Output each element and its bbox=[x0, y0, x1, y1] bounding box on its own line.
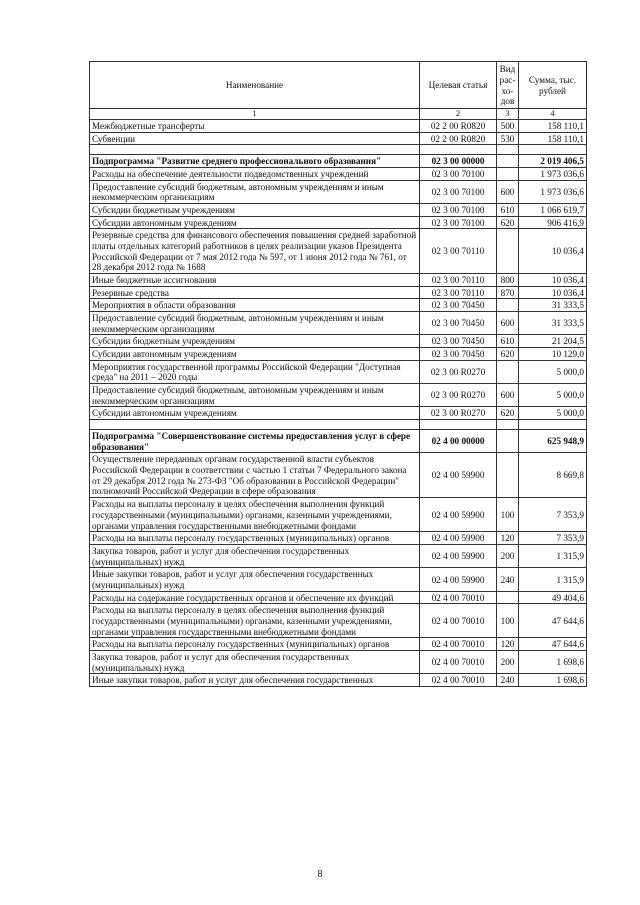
cell-code: 02 4 00 70010 bbox=[420, 591, 497, 604]
cell-sum: 2 019 406,5 bbox=[519, 155, 587, 168]
cell-name: Межбюджетные трансферты bbox=[90, 120, 420, 133]
cell-name: Иные бюджетные ассигнования bbox=[90, 274, 420, 287]
table-row bbox=[90, 532, 587, 545]
table-body bbox=[90, 120, 587, 687]
table-row bbox=[90, 498, 587, 532]
cell-code: 02 3 00 70450 bbox=[420, 312, 497, 335]
cell-vid: 870 bbox=[497, 286, 519, 299]
cell-code: 02 3 00 70100 bbox=[420, 216, 497, 229]
cell-vid: 100 bbox=[497, 604, 519, 638]
table-row bbox=[90, 120, 587, 133]
table-row bbox=[90, 312, 587, 335]
cell-name: Субсидии автономным учреждениям bbox=[90, 216, 420, 229]
spacer-cell bbox=[519, 145, 587, 155]
cell-name: Расходы на обеспечение деятельности подведомственных учреждений bbox=[90, 168, 420, 181]
cell-sum: 10 036,4 bbox=[519, 229, 587, 274]
cell-sum: 49 404,6 bbox=[519, 591, 587, 604]
cell-code: 02 4 00 70010 bbox=[420, 650, 497, 673]
cell-code: 02 3 00 R0270 bbox=[420, 360, 497, 383]
cell-sum: 21 204,5 bbox=[519, 335, 587, 348]
cell-sum: 5 000,0 bbox=[519, 384, 587, 407]
spacer-cell bbox=[519, 420, 587, 430]
cell-code: 02 2 00 R0820 bbox=[420, 132, 497, 145]
table-row bbox=[90, 674, 587, 687]
header-name: Наименование bbox=[90, 62, 420, 109]
cell-name: Иные закупки товаров, работ и услуг для обеспечения государственных (муниципальных) нужд bbox=[90, 568, 420, 591]
cell-sum: 10 129,0 bbox=[519, 348, 587, 361]
cell-vid bbox=[497, 360, 519, 383]
spacer-cell bbox=[90, 420, 420, 430]
cell-name: Предоставление субсидий бюджетным, автономным учреждениям и иным некоммерческим организациям bbox=[90, 180, 420, 203]
cell-name: Расходы на выплаты персоналу в целях обеспечения выполнения функций государственными (муниципальными) органами, казенными учреждениями, органами управления государственными внебюджетными фондами bbox=[90, 498, 420, 532]
spacer-row bbox=[90, 420, 587, 430]
cell-sum: 906 416,9 bbox=[519, 216, 587, 229]
spacer-row bbox=[90, 145, 587, 155]
header-vid: Вид рас-хо-дов bbox=[497, 62, 519, 109]
cell-sum: 625 948,9 bbox=[519, 430, 587, 453]
col-number-4: 4 bbox=[519, 109, 587, 120]
cell-name: Предоставление субсидий бюджетным, автономным учреждениям и иным некоммерческим организациям bbox=[90, 312, 420, 335]
column-number-row bbox=[90, 109, 587, 120]
cell-sum: 8 669,8 bbox=[519, 453, 587, 498]
cell-name: Закупка товаров, работ и услуг для обеспечения государственных (муниципальных) нужд bbox=[90, 544, 420, 567]
cell-name: Подпрограмма "Совершенствование системы предоставления услуг в сфере образования" bbox=[90, 430, 420, 453]
cell-name: Расходы на содержание государственных органов и обеспечение их функций bbox=[90, 591, 420, 604]
header-code: Целевая статья bbox=[420, 62, 497, 109]
cell-code: 02 3 00 70110 bbox=[420, 229, 497, 274]
cell-sum: 10 036,4 bbox=[519, 274, 587, 287]
cell-code: 02 3 00 R0270 bbox=[420, 384, 497, 407]
cell-name: Субсидии бюджетным учреждениям bbox=[90, 335, 420, 348]
header-sum: Сумма, тыс. рублей bbox=[519, 62, 587, 109]
cell-code: 02 4 00 59900 bbox=[420, 498, 497, 532]
cell-name: Иные закупки товаров, работ и услуг для обеспечения государственных bbox=[90, 674, 420, 687]
col-number-1: 1 bbox=[90, 109, 420, 120]
table-row bbox=[90, 638, 587, 651]
cell-code: 02 3 00 R0270 bbox=[420, 407, 497, 420]
cell-vid bbox=[497, 299, 519, 312]
table-row bbox=[90, 544, 587, 567]
table-row bbox=[90, 299, 587, 312]
cell-vid: 100 bbox=[497, 498, 519, 532]
cell-vid: 600 bbox=[497, 312, 519, 335]
cell-sum: 7 353,9 bbox=[519, 532, 587, 545]
cell-code: 02 3 00 70110 bbox=[420, 286, 497, 299]
cell-vid bbox=[497, 430, 519, 453]
table-row bbox=[90, 453, 587, 498]
table-row bbox=[90, 407, 587, 420]
cell-sum: 1 973 036,6 bbox=[519, 180, 587, 203]
cell-name: Расходы на выплаты персоналу государственных (муниципальных) органов bbox=[90, 638, 420, 651]
cell-vid: 600 bbox=[497, 384, 519, 407]
budget-table bbox=[89, 61, 587, 687]
cell-sum: 31 333,5 bbox=[519, 312, 587, 335]
page-number: 8 bbox=[317, 869, 323, 880]
spacer-cell bbox=[420, 145, 497, 155]
cell-sum: 7 353,9 bbox=[519, 498, 587, 532]
cell-vid: 600 bbox=[497, 180, 519, 203]
cell-vid bbox=[497, 591, 519, 604]
spacer-cell bbox=[497, 145, 519, 155]
subprogram-row bbox=[90, 430, 587, 453]
table-row bbox=[90, 168, 587, 181]
cell-name: Мероприятия государственной программы Российской Федерации "Доступная среда" на 2011 – 2020 годы bbox=[90, 360, 420, 383]
table-row bbox=[90, 274, 587, 287]
spacer-cell bbox=[90, 145, 420, 155]
cell-sum: 5 000,0 bbox=[519, 360, 587, 383]
cell-vid: 240 bbox=[497, 568, 519, 591]
spacer-cell bbox=[420, 420, 497, 430]
table-row bbox=[90, 180, 587, 203]
cell-code: 02 4 00 59900 bbox=[420, 544, 497, 567]
cell-sum: 1 315,9 bbox=[519, 544, 587, 567]
cell-name: Расходы на выплаты персоналу в целях обеспечения выполнения функций государственными (муниципальными) органами, казенными учреждениями, органами управления государственными внебюджетными фондами bbox=[90, 604, 420, 638]
cell-name: Подпрограмма "Развитие среднего профессионального образования" bbox=[90, 155, 420, 168]
cell-code: 02 3 00 70100 bbox=[420, 204, 497, 217]
cell-name: Закупка товаров, работ и услуг для обеспечения государственных (муниципальных) нужд bbox=[90, 650, 420, 673]
cell-code: 02 3 00 70100 bbox=[420, 168, 497, 181]
cell-name: Субсидии автономным учреждениям bbox=[90, 348, 420, 361]
cell-vid: 610 bbox=[497, 204, 519, 217]
cell-code: 02 3 00 00000 bbox=[420, 155, 497, 168]
col-number-3: 3 bbox=[497, 109, 519, 120]
table-row bbox=[90, 568, 587, 591]
table-row bbox=[90, 335, 587, 348]
cell-sum: 10 036,4 bbox=[519, 286, 587, 299]
cell-code: 02 3 00 70450 bbox=[420, 299, 497, 312]
cell-name: Субсидии автономным учреждениям bbox=[90, 407, 420, 420]
table-row bbox=[90, 384, 587, 407]
cell-sum: 1 698,6 bbox=[519, 674, 587, 687]
cell-vid bbox=[497, 229, 519, 274]
cell-name: Резервные средства bbox=[90, 286, 420, 299]
cell-sum: 5 000,0 bbox=[519, 407, 587, 420]
cell-name: Расходы на выплаты персоналу государственных (муниципальных) органов bbox=[90, 532, 420, 545]
cell-vid bbox=[497, 168, 519, 181]
cell-code: 02 3 00 70450 bbox=[420, 335, 497, 348]
table-row bbox=[90, 132, 587, 145]
cell-code: 02 4 00 70010 bbox=[420, 638, 497, 651]
table-row bbox=[90, 216, 587, 229]
cell-vid: 500 bbox=[497, 120, 519, 133]
cell-code: 02 4 00 70010 bbox=[420, 604, 497, 638]
cell-sum: 158 110,1 bbox=[519, 132, 587, 145]
table-row bbox=[90, 286, 587, 299]
cell-sum: 47 644,6 bbox=[519, 638, 587, 651]
cell-code: 02 3 00 70100 bbox=[420, 180, 497, 203]
cell-vid: 530 bbox=[497, 132, 519, 145]
cell-vid: 620 bbox=[497, 407, 519, 420]
cell-vid: 620 bbox=[497, 216, 519, 229]
cell-name: Субвенции bbox=[90, 132, 420, 145]
cell-sum: 47 644,6 bbox=[519, 604, 587, 638]
cell-name: Резервные средства для финансового обеспечения повышения средней заработной платы отдельных категорий работников в целях реализации указов Президента Российской Федерации от 7 мая 2012 года № 597, от 1 июня 2012 года № 761, от 28 декабря 2012 года № 1688 bbox=[90, 229, 420, 274]
cell-vid bbox=[497, 155, 519, 168]
table-row bbox=[90, 360, 587, 383]
table-header-row bbox=[90, 62, 587, 109]
table-row bbox=[90, 229, 587, 274]
cell-vid: 800 bbox=[497, 274, 519, 287]
cell-vid bbox=[497, 453, 519, 498]
cell-code: 02 2 00 R0820 bbox=[420, 120, 497, 133]
table-row bbox=[90, 348, 587, 361]
spacer-cell bbox=[497, 420, 519, 430]
cell-sum: 1 973 036,6 bbox=[519, 168, 587, 181]
table-row bbox=[90, 591, 587, 604]
cell-name: Мероприятия в области образования bbox=[90, 299, 420, 312]
cell-code: 02 3 00 70450 bbox=[420, 348, 497, 361]
cell-code: 02 4 00 59900 bbox=[420, 568, 497, 591]
cell-vid: 620 bbox=[497, 348, 519, 361]
cell-sum: 1 066 619,7 bbox=[519, 204, 587, 217]
cell-vid: 200 bbox=[497, 544, 519, 567]
table-row bbox=[90, 604, 587, 638]
cell-code: 02 4 00 59900 bbox=[420, 453, 497, 498]
cell-code: 02 4 00 59900 bbox=[420, 532, 497, 545]
table-row bbox=[90, 650, 587, 673]
col-number-2: 2 bbox=[420, 109, 497, 120]
cell-sum: 1 315,9 bbox=[519, 568, 587, 591]
cell-sum: 158 110,1 bbox=[519, 120, 587, 133]
cell-code: 02 3 00 70110 bbox=[420, 274, 497, 287]
cell-vid: 610 bbox=[497, 335, 519, 348]
cell-name: Осуществление переданных органам государственной власти субъектов Российской Федерации в соответствии с частью 1 статьи 7 Федерального закона от 29 декабря 2012 года № 273-ФЗ "Об образовании в Российской Федерации" полномочий Российской Федерации в сфере образования bbox=[90, 453, 420, 498]
table-row bbox=[90, 204, 587, 217]
cell-vid: 120 bbox=[497, 532, 519, 545]
cell-vid: 240 bbox=[497, 674, 519, 687]
cell-name: Субсидии бюджетным учреждениям bbox=[90, 204, 420, 217]
cell-name: Предоставление субсидий бюджетным, автономным учреждениям и иным некоммерческим организациям bbox=[90, 384, 420, 407]
subprogram-row bbox=[90, 155, 587, 168]
cell-sum: 31 333,5 bbox=[519, 299, 587, 312]
cell-code: 02 4 00 00000 bbox=[420, 430, 497, 453]
cell-vid: 120 bbox=[497, 638, 519, 651]
cell-code: 02 4 00 70010 bbox=[420, 674, 497, 687]
cell-vid: 200 bbox=[497, 650, 519, 673]
cell-sum: 1 698,6 bbox=[519, 650, 587, 673]
